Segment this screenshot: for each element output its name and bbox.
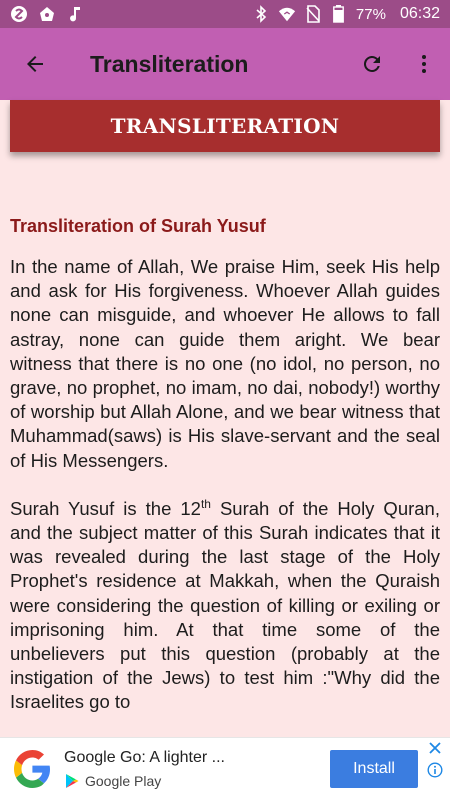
clock: 06:32 [399, 5, 440, 22]
google-play-icon [64, 773, 80, 789]
status-bar [0, 0, 450, 28]
no-sim-icon [304, 5, 322, 23]
refresh-button[interactable] [346, 28, 398, 100]
install-button[interactable]: Install [330, 750, 418, 788]
more-vert-icon [412, 52, 436, 76]
paragraph-part: Surah of the Holy Quran, and the subject matter of this Surah indicates that it was revealed during the last stage of the Holy Prophet's residence at Makkah, when the Quraish were considering the question of killing or exiling or imprisoning him. At that time some of the unbelievers put this question (probably at the instigation of the Jews) to test him :"Why did the Israelites go to [10, 497, 440, 713]
ad-store [64, 773, 330, 789]
app-notification-icon [10, 5, 28, 23]
paragraph-intro: In the name of Allah, We praise Him, seek His help and ask for His forgiveness. Whoever Allah guides none can misguide, and whoever He allows to fall astray, none can guide them aright. We bear witness that there is no one (no idol, no person, no grave, no prophet, no imam, no dai, nobody!) worthy of worship but Allah Alone, and we bear witness that Muhammad(saws) is His slave-servant and the seal of His Messengers. [10, 256, 440, 471]
music-note-icon [66, 5, 84, 23]
back-button[interactable] [0, 28, 70, 100]
shopping-icon [38, 5, 56, 23]
wifi-icon [278, 5, 296, 23]
ad-banner[interactable] [0, 737, 450, 800]
paragraph-part: Surah Yusuf is the 12 [10, 497, 201, 519]
battery-percent: 77% [355, 5, 386, 23]
close-icon[interactable] [429, 742, 441, 754]
ad-controls [424, 738, 446, 800]
battery-icon [330, 5, 348, 23]
refresh-icon [360, 52, 384, 76]
overflow-menu-button[interactable] [398, 28, 450, 100]
article-content [10, 216, 440, 739]
arrow-back-icon [23, 52, 47, 76]
ad-text [64, 749, 330, 789]
app-bar [0, 28, 450, 100]
bluetooth-icon [252, 5, 270, 23]
article-heading: Transliteration of Surah Yusuf [10, 216, 266, 236]
banner-title: TRANSLITERATION [110, 114, 340, 138]
ordinal-suffix: th [200, 496, 211, 511]
page-title: Transliteration [90, 50, 249, 77]
google-logo-icon [0, 738, 64, 800]
ad-title: Google Go: A lighter ... [64, 749, 225, 766]
section-banner [10, 100, 440, 152]
ad-info-icon[interactable] [427, 762, 443, 778]
paragraph-surah-info [10, 497, 440, 715]
store-name: Google Play [85, 773, 162, 789]
